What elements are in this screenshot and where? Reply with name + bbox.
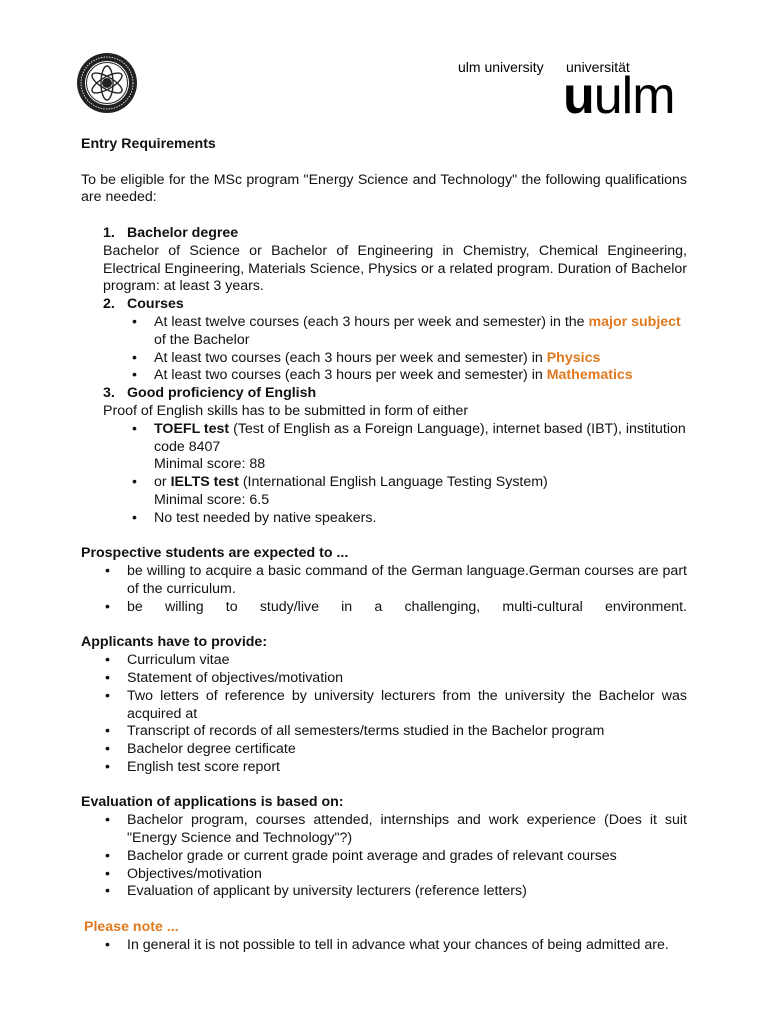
requirement-courses (81, 296, 687, 314)
list-item: • English test score report (105, 758, 280, 775)
ielts-label: IELTS test (170, 474, 239, 491)
requirement-english (81, 385, 687, 421)
document-body (81, 136, 687, 955)
provide-list (81, 652, 687, 777)
english-tests-list (81, 421, 687, 528)
requirement-heading: Courses (127, 296, 184, 313)
list-item: • TOEFL test (Test of English as a Foreign Language), internet based (IBT), institution code 8407 Minimal score: 88 (132, 420, 686, 473)
list-item: • Evaluation of applicant by university lecturers (reference letters) (105, 883, 527, 900)
list-item: • Two letters of reference by university lecturers from the university the Bachelor was acquired at (105, 687, 687, 722)
requirement-number: 2. (103, 296, 115, 313)
logo-ulm: ulm (593, 67, 675, 125)
logo-u: u (563, 67, 594, 125)
evaluation-heading: Evaluation of applications is based on: (81, 794, 344, 811)
courses-list (81, 314, 687, 385)
highlight-physics: Physics (546, 349, 601, 366)
list-item: • At least two courses (each 3 hours per week and semester) in Physics (132, 349, 601, 366)
prospective-heading: Prospective students are expected to ... (81, 545, 349, 562)
requirement-number: 3. (103, 385, 115, 402)
logo-german-name: universität (566, 59, 630, 75)
list-item: • Transcript of records of all semesters/terms studied in the Bachelor program (105, 723, 605, 740)
ulm-university-logo (455, 54, 705, 125)
requirement-text: Proof of English skills has to be submitted in form of either (103, 402, 469, 419)
note-heading: Please note ... (84, 919, 179, 936)
ielts-score: Minimal score: 6.5 (154, 491, 270, 508)
requirement-number: 1. (103, 224, 115, 241)
logo-english-name: ulm university (458, 59, 544, 75)
page-title: Entry Requirements (81, 136, 216, 152)
list-item: • At least two courses (each 3 hours per week and semester) in Mathematics (132, 367, 633, 384)
list-item: • Objectives/motivation (105, 865, 262, 882)
prospective-list (81, 563, 687, 616)
list-item: • be willing to acquire a basic command of the German language.German courses are part of the curriculum. (105, 563, 687, 597)
highlight-mathematics: Mathematics (546, 367, 633, 384)
highlight-major-subject: major subject (588, 313, 681, 330)
intro-paragraph: To be eligible for the MSc program "Energy Science and Technology" the following qualifications are needed: (81, 171, 687, 206)
list-item: • Bachelor degree certificate (105, 741, 296, 758)
requirements-list (81, 225, 687, 314)
toefl-label: TOEFL test (154, 420, 230, 437)
list-item: • Bachelor program, courses attended, internships and work experience (Does it suit "Energy Science and Technology"?) (105, 812, 687, 847)
list-item: • be willing to study/live in a challenging, multi-cultural environment. (105, 598, 687, 615)
note-list (81, 937, 687, 955)
list-item: • No test needed by native speakers. (132, 509, 377, 526)
list-item: • Statement of objectives/motivation (105, 669, 344, 686)
requirement-heading: Bachelor degree (127, 224, 239, 241)
toefl-score: Minimal score: 88 (154, 456, 266, 473)
provide-heading: Applicants have to provide: (81, 634, 268, 651)
requirements-list-cont (81, 385, 687, 421)
university-seal-icon (76, 52, 138, 114)
requirement-bachelor (81, 225, 687, 296)
evaluation-list (81, 812, 687, 901)
list-item: • or IELTS test (International English Language Testing System) Minimal score: 6.5 (81, 474, 687, 510)
requirement-heading: Good proficiency of English (127, 385, 317, 402)
list-item: • In general it is not possible to tell in advance what your chances of being admitted are. (105, 936, 669, 953)
list-item: • Bachelor grade or current grade point average and grades of relevant courses (105, 847, 617, 864)
list-item: • At least twelve courses (each 3 hours per week and semester) in the major subject of the Bachelor (132, 313, 681, 348)
requirement-text: Bachelor of Science or Bachelor of Engineering in Chemistry, Chemical Engineering, Electrical Engineering, Materials Science, Physics or a related program. Duration of Bachelor program: at least 3 years. (103, 242, 687, 295)
list-item: • Curriculum vitae (105, 652, 230, 669)
